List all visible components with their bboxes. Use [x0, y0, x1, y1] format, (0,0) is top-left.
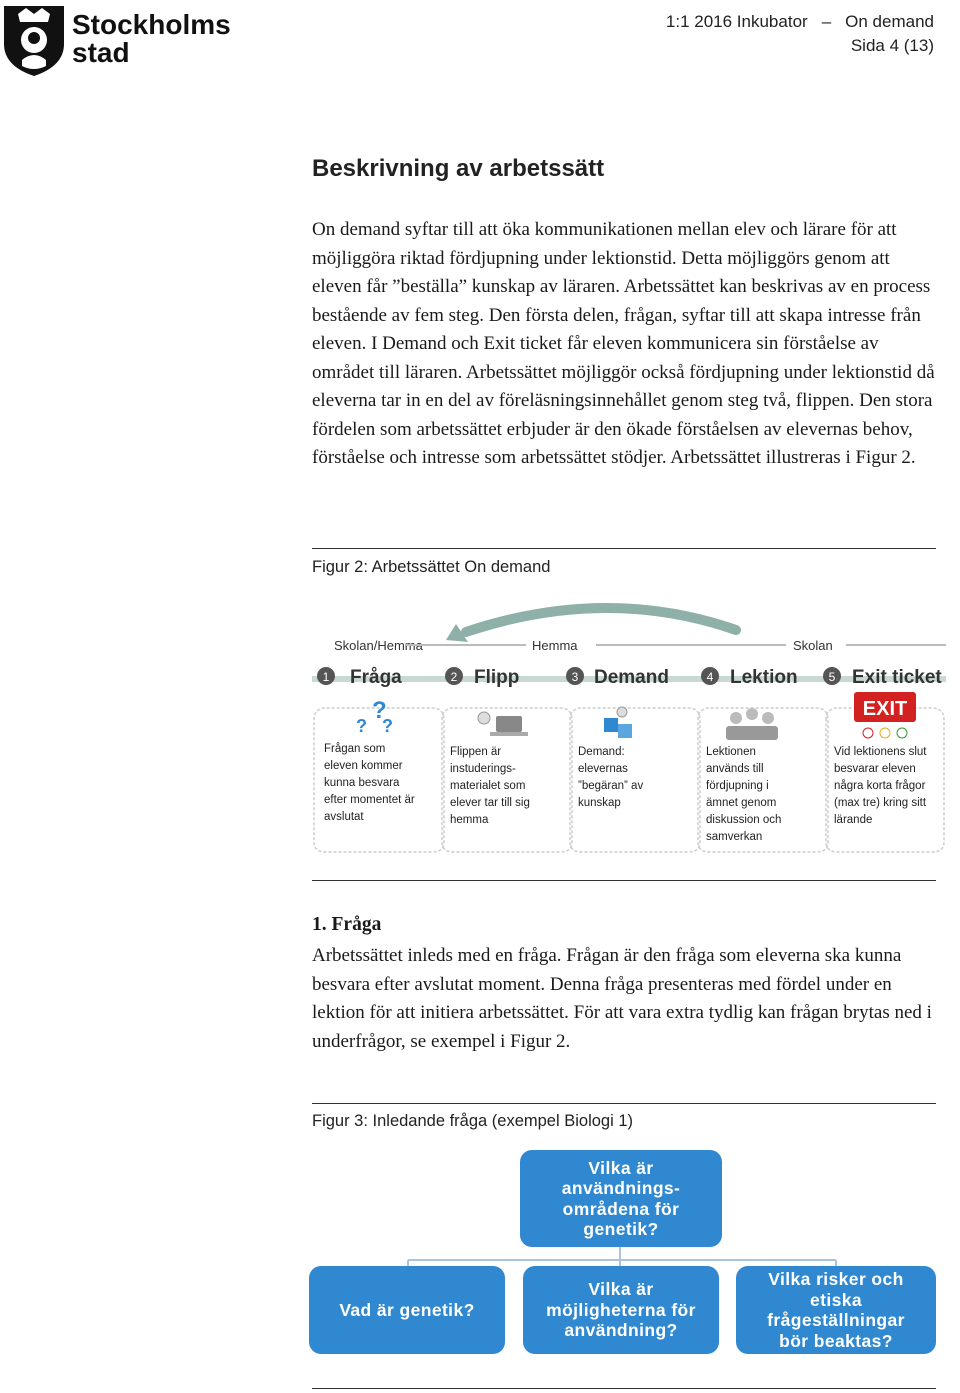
sub-question: Vilka är möjligheterna för användning? [546, 1279, 696, 1341]
step-text: kunna besvara [324, 777, 400, 789]
header-doc-line [666, 10, 934, 34]
step-number: 3 [571, 670, 579, 684]
puzzle-figure-icon [604, 707, 632, 738]
step-text: diskussion och [706, 814, 782, 826]
svg-text:?: ? [382, 716, 393, 736]
step-2 [442, 667, 572, 852]
location-label: Skolan [793, 638, 833, 653]
svg-text:?: ? [356, 716, 367, 736]
location-label: Skolan/Hemma [334, 638, 423, 653]
brand-line1: Stockholms [72, 9, 231, 40]
divider [312, 1388, 936, 1389]
divider [312, 548, 936, 549]
location-label: Hemma [532, 638, 578, 653]
step-text: besvarar eleven [834, 763, 916, 775]
step-text: Flippen är [450, 746, 502, 758]
header-dash: – [821, 12, 832, 31]
step-text: materialet som [450, 780, 526, 792]
sub-question: Vad är genetik? [339, 1299, 475, 1320]
step-text: eleven kommer [324, 760, 403, 772]
step-3 [566, 667, 700, 852]
step-number: 5 [828, 670, 836, 684]
section-title: Beskrivning av arbetssätt [312, 155, 605, 182]
step-text: efter momentet är [324, 794, 415, 806]
step-text: hemma [450, 814, 489, 826]
step-name: Lektion [730, 667, 798, 688]
step-name: Fråga [350, 667, 402, 688]
step-text: Lektionen [706, 746, 756, 758]
step-text: ”begäran” av [578, 780, 644, 792]
page-number: Sida 4 (13) [850, 36, 934, 55]
step-1 [314, 667, 444, 852]
step-name: Demand [594, 667, 669, 688]
laptop-figure-icon [478, 712, 528, 736]
step-number: 4 [706, 670, 714, 684]
step-number: 1 [322, 670, 330, 684]
sub-question-box [309, 1266, 505, 1354]
divider [312, 880, 936, 881]
step-text: lärande [834, 814, 873, 826]
step-text: (max tre) kring sitt [834, 797, 927, 809]
step-text: samverkan [706, 831, 763, 843]
step-text: används till [706, 763, 764, 775]
main-question: Vilka är användnings-områdena för genetik? [561, 1157, 681, 1239]
sub-question-box [523, 1266, 719, 1354]
step-text: Demand: [578, 746, 625, 758]
step-name: Exit ticket [852, 667, 942, 688]
page-header-info [666, 10, 934, 58]
sub-question-box [736, 1266, 936, 1354]
step-text: elever tar till sig [450, 797, 530, 809]
exit-sign-icon [854, 692, 916, 738]
figure2-caption: Figur 2: Arbetssättet On demand [312, 558, 551, 576]
doc-name: On demand [845, 12, 934, 31]
step-text: Frågan som [324, 743, 386, 755]
doc-id: 1:1 2016 Inkubator [665, 12, 808, 31]
figure3-caption: Figur 3: Inledande fråga (exempel Biologi 1) [312, 1112, 634, 1130]
main-question-box [520, 1150, 722, 1247]
brand-line2: stad [72, 37, 130, 68]
step-text: instuderings- [450, 763, 516, 775]
step-text: avslutat [324, 811, 364, 823]
step-text: fördjupning i [706, 780, 769, 792]
step-text: ämnet genom [706, 797, 777, 809]
question-marks-icon: ? [372, 697, 387, 724]
step-name: Flipp [474, 667, 520, 688]
step-5 [823, 667, 944, 852]
subsection-body: Arbetssättet inleds med en fråga. Frågan är den fråga som eleverna ska kunna besvara efter avslutat moment. Denna fråga presenteras med fördel under en lektion för att initiera arbetssättet. För att vara extra tydlig kan frågan brytas ned i underfrågor, se exempel i Figur 2. [312, 945, 932, 1052]
sub-question: Vilka risker och etiska frågeställningar bör beaktas? [767, 1269, 905, 1351]
section-body: On demand syftar till att öka kommunikationen mellan elev och lärare för att möjliggöra riktad fördjupning under lektionstid. Detta möjliggörs genom att eleven får ”beställa” kunskap av läraren. Arbetssättet kan beskrivas av en process bestående av fem steg. Den första delen, frågan, syftar till att skapa intresse från eleven. I Demand och Exit ticket får eleven kommunicera sin förståelse av området till läraren. Arbetssättet möjliggör också fördjupning under lektionstid då eleverna tar in en del av föreläsningsinnehållet genom steg två, flippen. Den stora fördelen som arbetssättet erbjuder är den ökade förståelsen av elevernas behov, förståelse och intresse som arbetssättet stödjer. Arbetssättet illustreras i Figur 2. [312, 219, 935, 468]
figure2-process-diagram [306, 590, 954, 860]
step-4 [698, 667, 828, 852]
return-arrow-icon [466, 608, 736, 632]
divider [312, 1103, 936, 1104]
stockholms-stad-logo [4, 4, 234, 76]
step-text: elevernas [578, 763, 628, 775]
step-text: Vid lektionens slut [834, 746, 927, 758]
subsection-title: 1. Fråga [312, 914, 382, 935]
group-figures-icon [726, 708, 778, 740]
step-number: 2 [450, 670, 458, 684]
step-text: kunskap [578, 797, 621, 809]
step-text: några korta frågor [834, 780, 926, 792]
exit-sign-text: EXIT [862, 698, 908, 720]
